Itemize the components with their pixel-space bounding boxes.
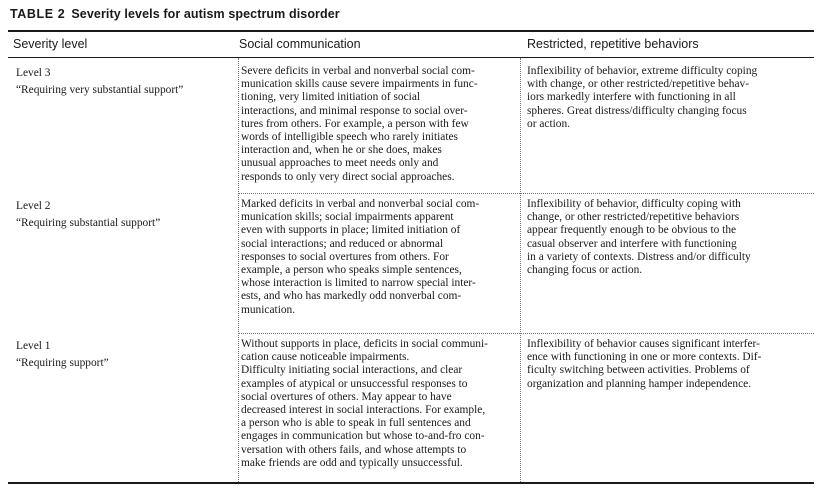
text-line: words of intelligible speech who rarely initiates — [241, 131, 458, 144]
table-row-level-2-restricted — [527, 198, 751, 277]
text-line: casual observer and interfere with functioning — [527, 237, 737, 250]
text-line: interaction and, when he or she does, makes — [241, 144, 442, 157]
severity-level-name: Level 1 — [16, 340, 51, 352]
severity-support-label: “Requiring substantial support” — [16, 217, 161, 229]
table-title: Severity levels for autism spectrum disorder — [71, 7, 340, 21]
text-line: Marked deficits in verbal and nonverbal social com- — [241, 198, 480, 210]
bottom-rule — [8, 482, 814, 484]
text-line: engages in communication but whose to-and-fro con- — [241, 430, 485, 443]
text-line: Inflexibility of behavior, extreme difficulty coping — [527, 65, 758, 77]
text-line: munication skills; social impairments apparent — [241, 211, 454, 224]
text-line: make friends are odd and typically unsuccessful. — [241, 456, 463, 469]
text-line: Without supports in place, deficits in social communi- — [241, 338, 488, 350]
table-row-level-3-social — [241, 65, 478, 184]
table-caption — [10, 7, 340, 21]
text-line: responses to social overtures from others. For — [241, 250, 449, 263]
text-line: interactions, and minimal response to social over- — [241, 104, 468, 117]
text-line: tures from others. For example, a person with few — [241, 117, 469, 130]
text-line: in a variety of contexts. Distress and/or difficulty — [527, 250, 751, 263]
header-severity-level: Severity level — [13, 37, 88, 51]
table-row-level-3-restricted — [527, 65, 757, 131]
text-line: ence with functioning in one or more contexts. Dif- — [527, 351, 762, 364]
table-row-level-1-severity — [16, 338, 109, 372]
severity-level-name: Level 2 — [16, 200, 51, 212]
row-divider — [238, 193, 814, 194]
column-divider — [238, 58, 239, 482]
text-line: Difficulty initiating social interactions, and clear — [241, 364, 463, 377]
header-rule — [8, 57, 814, 58]
text-line: examples of atypical or unsuccessful responses to — [241, 377, 468, 390]
text-line: unusual approaches to meet needs only and — [241, 157, 439, 170]
text-line: change, or other restricted/repetitive behaviors — [527, 211, 740, 224]
text-line: or action. — [527, 117, 571, 130]
text-line: appear frequently enough to be obvious to the — [527, 224, 737, 237]
text-line: Inflexibility of behavior, difficulty coping with — [527, 198, 741, 210]
top-rule — [8, 30, 814, 32]
text-line: organization and planning hamper independence. — [527, 377, 752, 390]
table-row-level-1-social — [241, 338, 488, 470]
table-row-level-2-social — [241, 198, 479, 317]
text-line: munication skills cause severe impairments in func- — [241, 78, 478, 91]
severity-support-label: “Requiring very substantial support” — [16, 84, 184, 96]
text-line: ficulty switching between activities. Problems of — [527, 364, 750, 377]
text-line: even with supports in place; limited initiation of — [241, 224, 461, 237]
table-row-level-3-severity — [16, 65, 183, 99]
text-line: responds to only very direct social approaches. — [241, 170, 455, 183]
row-divider — [238, 333, 814, 334]
severity-level-name: Level 3 — [16, 67, 51, 79]
text-line: cation cause noticeable impairments. — [241, 351, 410, 364]
column-divider — [520, 58, 521, 482]
text-line: decreased interest in social interactions. For example, — [241, 404, 486, 417]
text-line: changing focus or action. — [527, 264, 643, 277]
text-line: a person who is able to speak in full sentences and — [241, 417, 471, 430]
text-line: with change, or other restricted/repetitive behav- — [527, 78, 750, 91]
text-line: versation with others fails, and whose attempts to — [241, 443, 467, 456]
table-label: TABLE 2 — [10, 7, 66, 21]
text-line: whose interaction is limited to narrow special inter- — [241, 277, 476, 290]
text-line: example, a person who speaks simple sentences, — [241, 264, 462, 277]
text-line: Severe deficits in verbal and nonverbal social com- — [241, 65, 475, 77]
header-social-communication: Social communication — [239, 37, 361, 51]
text-line: iors markedly interfere with functioning in all — [527, 91, 736, 104]
table-row-level-2-severity — [16, 198, 160, 232]
table-row-level-1-restricted — [527, 338, 761, 391]
text-line: tioning, very limited initiation of social — [241, 91, 421, 104]
text-line: ests, and who has markedly odd nonverbal com- — [241, 290, 462, 303]
text-line: Inflexibility of behavior causes significant interfer- — [527, 338, 760, 350]
severity-support-label: “Requiring support” — [16, 357, 109, 369]
text-line: munication. — [241, 303, 296, 316]
text-line: spheres. Great distress/difficulty changing focus — [527, 104, 747, 117]
text-line: social overtures of others. May appear to have — [241, 390, 452, 403]
text-line: social interactions; and reduced or abnormal — [241, 237, 444, 250]
header-restricted-behaviors: Restricted, repetitive behaviors — [527, 37, 699, 51]
